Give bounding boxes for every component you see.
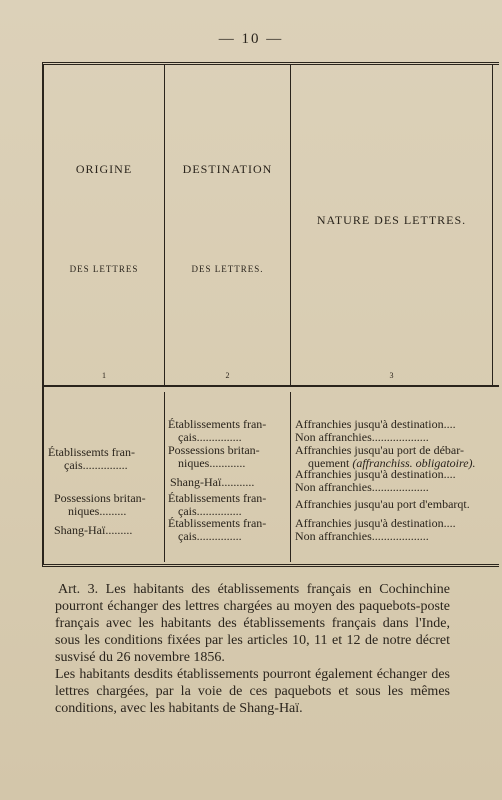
article-paragraph-2: Les habitants desdits établissements pourront également échanger des lettres chargées, par la voie de ces paquebots et sous les mêmes conditions, avec les habitants de Shang-Haï. bbox=[55, 667, 450, 716]
row5-dest-line2: çais............... bbox=[178, 529, 242, 543]
row1-origin-line2: çais............... bbox=[64, 458, 128, 472]
row4-origin-line2: niques......... bbox=[68, 504, 127, 518]
row3-nature-line2: Non affranchies................... bbox=[295, 480, 429, 494]
column-number-1: 1 bbox=[102, 371, 106, 380]
row2-nature-line1: Affranchies jusqu'au port de débar- bbox=[295, 443, 464, 457]
row2-dest-line2: niques............ bbox=[178, 456, 246, 470]
header-nature: NATURE DES LETTRES. bbox=[316, 213, 467, 227]
header-destination: DESTINATION bbox=[182, 162, 273, 176]
header-origine-sub: DES LETTRES bbox=[69, 264, 139, 274]
column-number-3: 3 bbox=[389, 371, 394, 380]
header-destination-sub: DES LETTRES. bbox=[191, 264, 264, 274]
row1-dest-line2: çais............... bbox=[178, 430, 242, 444]
row1-origin-line1: Établissemts fran- bbox=[48, 445, 135, 459]
row4-origin-line1: Possessions britan- bbox=[54, 491, 146, 505]
row5-nature-line2: Non affranchies................... bbox=[295, 529, 429, 543]
header-rule bbox=[44, 385, 499, 387]
column-rule-2-lower bbox=[290, 392, 291, 562]
row5-origin: Shang-Haï......... bbox=[54, 523, 133, 537]
row2-nature-quement: quement bbox=[308, 456, 350, 470]
row4-dest-line1: Établissements fran- bbox=[168, 491, 267, 505]
row5-dest-line1: Établissements fran- bbox=[168, 516, 267, 530]
article-text bbox=[55, 581, 450, 717]
row2-dest-line1: Possessions britan- bbox=[168, 443, 260, 457]
row3-dest: Shang-Haï........... bbox=[170, 475, 255, 489]
row5-nature-line1: Affranchies jusqu'à destination.... bbox=[295, 516, 456, 530]
column-rule-1 bbox=[164, 65, 165, 387]
row2-nature-note: (affranchiss. obligatoire). bbox=[352, 456, 476, 470]
row3-nature-line1: Affranchies jusqu'à destination.... bbox=[295, 467, 456, 481]
row1-dest-line1: Établissements fran- bbox=[168, 417, 267, 431]
row1-nature-line1: Affranchies jusqu'à destination.... bbox=[295, 417, 456, 431]
row4-nature: Affranchies jusqu'au port d'embarqt. bbox=[295, 497, 470, 511]
row4-dest-line2: çais............... bbox=[178, 504, 242, 518]
column-number-2: 2 bbox=[225, 371, 230, 380]
page-number: — 10 — bbox=[218, 31, 284, 47]
article-paragraph-1: Art. 3. Les habitants des établissements français en Cochinchine pourront échanger des lettres chargées au moyen des paquebots-poste français avec les habitants des établissements français dans l'Inde, sous les conditions fixées par les articles 10, 11 et 12 de notre décret susvisé du 26 novembre 1856. bbox=[55, 582, 450, 665]
header-origine: ORIGINE bbox=[75, 162, 133, 176]
column-rule-3 bbox=[492, 65, 493, 387]
row1-nature-line2: Non affranchies................... bbox=[295, 430, 429, 444]
column-rule-1-lower bbox=[164, 392, 165, 562]
